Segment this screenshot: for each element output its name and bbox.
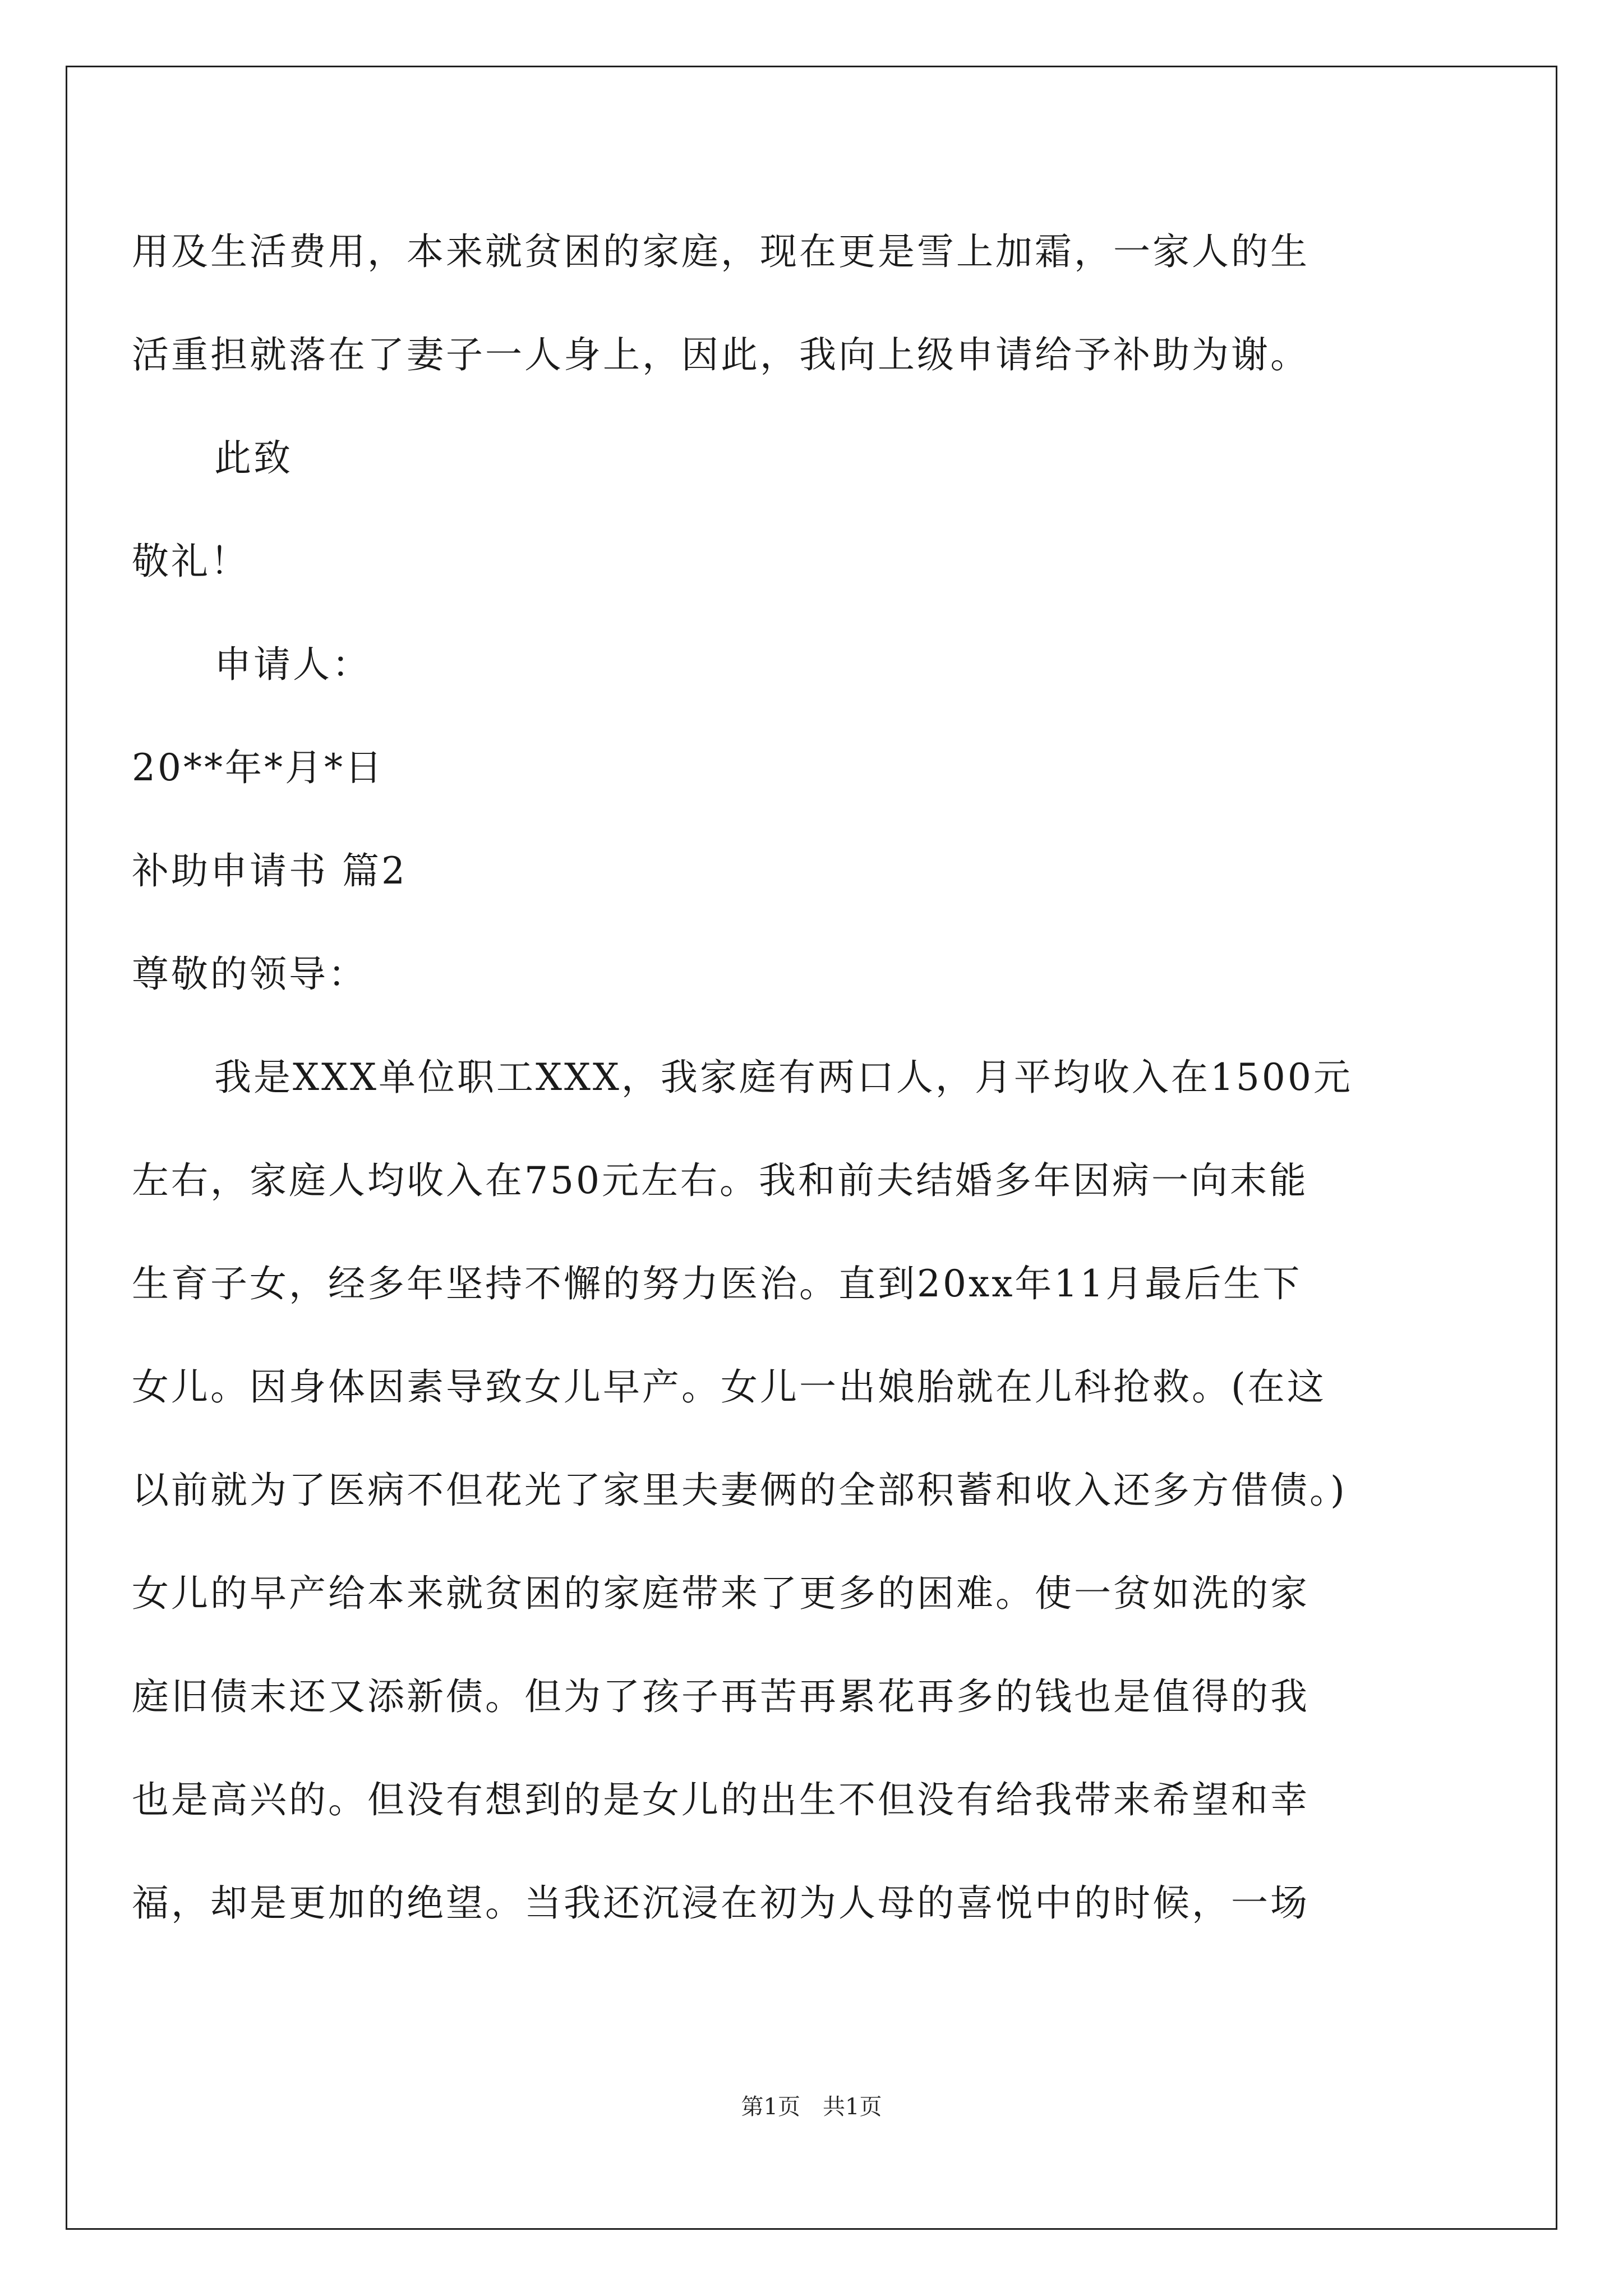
body-line: 生育子女，经多年坚持不懈的努力医治。直到20xx年11月最后生下	[132, 1262, 1302, 1305]
body-line: 也是高兴的。但没有想到的是女儿的出生不但没有给我带来希望和幸	[132, 1778, 1310, 1821]
body-line: 用及生活费用，本来就贫困的家庭，现在更是雪上加霜，一家人的生	[132, 230, 1310, 273]
page-number: 第1页 共1页	[741, 2094, 882, 2120]
body-line: 女儿。因身体因素导致女儿早产。女儿一出娘胎就在儿科抢救。(在这	[132, 1365, 1326, 1409]
applicant-label: 申请人：	[214, 643, 371, 686]
date-line: 20**年*月*日	[132, 746, 384, 789]
section-heading: 补助申请书 篇2	[132, 849, 407, 892]
closing-regards: 敬礼！	[132, 540, 250, 583]
body-line: 以前就为了医病不但花光了家里夫妻俩的全部积蓄和收入还多方借债。)	[132, 1469, 1347, 1512]
body-line: 庭旧债末还又添新债。但为了孩子再苦再累花再多的钱也是值得的我	[132, 1675, 1310, 1718]
greeting: 尊敬的领导：	[132, 953, 367, 996]
body-line: 女儿的早产给本来就贫困的家庭带来了更多的困难。使一贫如洗的家	[132, 1572, 1310, 1615]
page-footer	[0, 2091, 1623, 2123]
body-line: 我是XXX单位职工XXX，我家庭有两口人，月平均收入在1500元	[214, 1056, 1353, 1099]
body-line: 左右，家庭人均收入在750元左右。我和前夫结婚多年因病一向末能	[132, 1159, 1308, 1202]
body-line: 福，却是更加的绝望。当我还沉浸在初为人母的喜悦中的时候，一场	[132, 1881, 1310, 1925]
body-line: 活重担就落在了妻子一人身上，因此，我向上级申请给予补助为谢。	[132, 333, 1310, 376]
closing-salutation: 此致	[214, 436, 293, 480]
